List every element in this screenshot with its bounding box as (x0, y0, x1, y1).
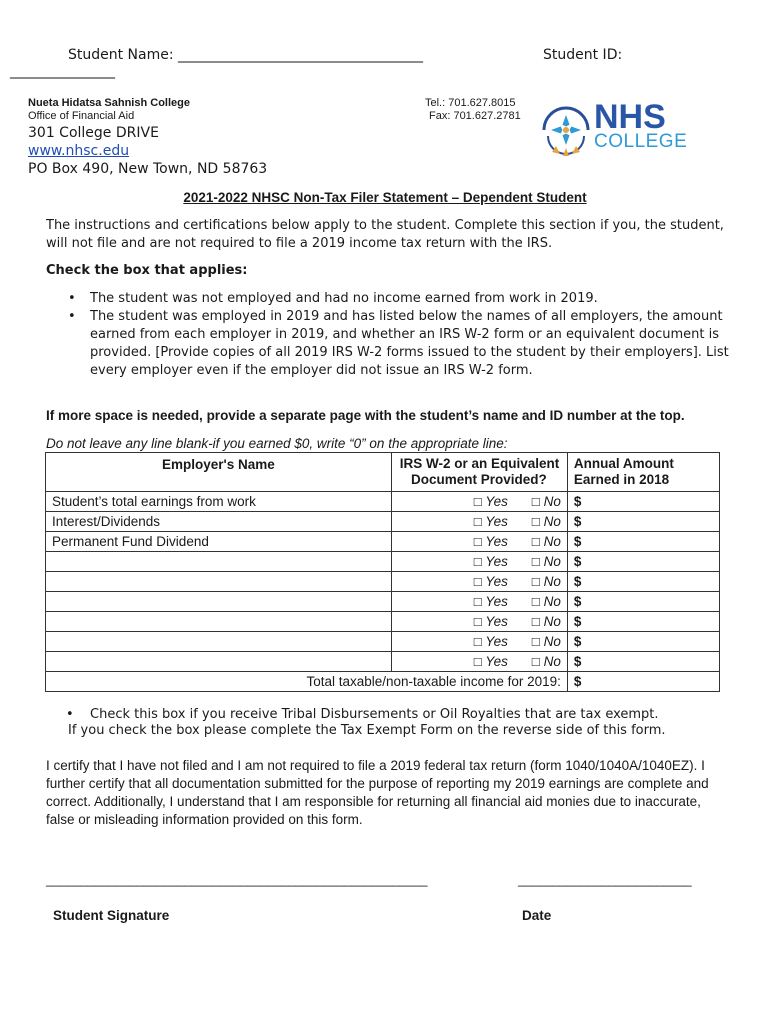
date-label: Date (522, 908, 552, 923)
w2-choice-cell (391, 632, 567, 652)
amount-cell[interactable]: $ (567, 512, 719, 532)
tribal-instruction: If you check the box please complete the Tax Exempt Form on the reverse side of this form. (68, 723, 666, 738)
amount-cell[interactable]: $ (567, 492, 719, 512)
tel-number: Tel.: 701.627.8015 (425, 97, 516, 109)
amount-cell[interactable]: $ (567, 652, 719, 672)
student-id-label: Student ID: (543, 47, 623, 63)
table-row (46, 512, 720, 532)
option-employed[interactable] (68, 308, 730, 380)
employer-name-cell[interactable] (46, 572, 392, 592)
employer-name-cell[interactable] (46, 592, 392, 612)
no-checkbox[interactable]: □ No (531, 634, 561, 649)
no-checkbox[interactable]: □ No (531, 614, 561, 629)
no-checkbox[interactable]: □ No (531, 514, 561, 529)
w2-choice-cell (391, 532, 567, 552)
employer-table (45, 452, 720, 692)
college-name: Nueta Hidatsa Sahnish College (28, 97, 190, 109)
no-checkbox[interactable]: □ No (531, 654, 561, 669)
employer-name-cell[interactable]: Interest/Dividends (46, 512, 392, 532)
form-title: 2021-2022 NHSC Non-Tax Filer Statement – Dependent Student (183, 190, 587, 205)
option-not-employed[interactable] (68, 290, 730, 308)
table-row (46, 552, 720, 572)
intro-text: The instructions and certifications below apply to the student. Complete this section if you, the student, will not file and are not required to file a 2019 income tax return with the IRS. (46, 218, 724, 251)
total-amount-cell[interactable]: $ (567, 672, 719, 692)
employer-name-cell[interactable] (46, 652, 392, 672)
table-row (46, 532, 720, 552)
total-label: Total taxable/non-taxable income for 2019: (46, 672, 568, 692)
table-row (46, 572, 720, 592)
w2-choice-cell (391, 612, 567, 632)
address-line: 301 College DRIVE (28, 125, 159, 141)
w2-choice-cell (391, 552, 567, 572)
yes-checkbox[interactable]: □ Yes (473, 554, 508, 569)
total-row (46, 672, 720, 692)
yes-checkbox[interactable]: □ Yes (473, 654, 508, 669)
amount-cell[interactable]: $ (567, 532, 719, 552)
employer-name-header: Employer's Name (46, 453, 392, 492)
space-note: If more space is needed, provide a separate page with the student’s name and ID number at the top. (46, 408, 685, 423)
bullet-icon: • (66, 707, 74, 722)
no-checkbox[interactable]: □ No (531, 574, 561, 589)
w2-choice-cell (391, 492, 567, 512)
yes-checkbox[interactable]: □ Yes (473, 634, 508, 649)
fax-number: Fax: 701.627.2781 (429, 110, 521, 122)
date-line[interactable]: _________________________ (518, 872, 692, 887)
w2-choice-cell (391, 572, 567, 592)
employer-name-cell[interactable]: Student’s total earnings from work (46, 492, 392, 512)
amount-cell[interactable]: $ (567, 552, 719, 572)
website-link[interactable]: www.nhsc.edu (28, 143, 130, 159)
po-box: PO Box 490, New Town, ND 58763 (28, 161, 268, 177)
office-name: Office of Financial Aid (28, 110, 135, 122)
signature-label: Student Signature (53, 908, 170, 923)
student-id-line[interactable]: _______________ (10, 63, 115, 79)
w2-choice-cell (391, 652, 567, 672)
yes-checkbox[interactable]: □ Yes (473, 494, 508, 509)
w2-choice-cell (391, 512, 567, 532)
yes-checkbox[interactable]: □ Yes (473, 534, 508, 549)
table-row (46, 612, 720, 632)
table-row (46, 492, 720, 512)
amount-cell[interactable]: $ (567, 572, 719, 592)
logo-nhs-text: NHS (594, 98, 666, 136)
table-row (46, 632, 720, 652)
amount-cell[interactable]: $ (567, 592, 719, 612)
yes-checkbox[interactable]: □ Yes (473, 514, 508, 529)
check-heading: Check the box that applies: (46, 263, 248, 278)
w2-choice-cell (391, 592, 567, 612)
signature-line[interactable]: _______________________________________________________ (46, 872, 428, 887)
certification-text: I certify that I have not filed and I am not required to file a 2019 federal tax return (form 1040/1040A/1040EZ). I further certify that all documentation submitted for the purpose of reporting my 2019 earnings are complete and correct. Additionally, I understand that I am responsible for returning all financial aid monies due to inaccurate, false or misleading information provided on this form. (46, 758, 709, 827)
bullet-icon: • (68, 309, 76, 324)
employer-name-cell[interactable] (46, 612, 392, 632)
yes-checkbox[interactable]: □ Yes (473, 594, 508, 609)
option-text: The student was employed in 2019 and has listed below the names of all employers, the amount earned from each employer in 2019, and whether an IRS W-2 form or an equivalent document is provided. [Provide copies of all 2019 IRS W-2 forms issued to the student by their employers]. List every employer even if the employer did not issue an IRS W-2 form. (90, 309, 729, 378)
tribal-checkbox-option[interactable] (66, 706, 730, 724)
employer-name-cell[interactable] (46, 632, 392, 652)
amount-cell[interactable]: $ (567, 612, 719, 632)
table-row (46, 652, 720, 672)
no-checkbox[interactable]: □ No (531, 534, 561, 549)
tribal-text: Check this box if you receive Tribal Disbursements or Oil Royalties that are tax exempt. (90, 707, 659, 722)
bullet-icon: • (68, 291, 76, 306)
amount-cell[interactable]: $ (567, 632, 719, 652)
blank-note: Do not leave any line blank-if you earned $0, write “0” on the appropriate line: (46, 436, 508, 451)
amount-header: Annual Amount Earned in 2018 (567, 453, 719, 492)
no-checkbox[interactable]: □ No (531, 594, 561, 609)
w2-header: IRS W-2 or an Equivalent Document Provided? (391, 453, 567, 492)
logo-college-text: COLLEGE (594, 131, 688, 152)
yes-checkbox[interactable]: □ Yes (473, 614, 508, 629)
option-text: The student was not employed and had no income earned from work in 2019. (90, 291, 598, 306)
employer-name-cell[interactable]: Permanent Fund Dividend (46, 532, 392, 552)
employer-name-cell[interactable] (46, 552, 392, 572)
table-row (46, 592, 720, 612)
student-name-field[interactable]: Student Name: ___________________________________ (68, 47, 424, 63)
yes-checkbox[interactable]: □ Yes (473, 574, 508, 589)
college-logo-icon (540, 100, 592, 156)
no-checkbox[interactable]: □ No (531, 494, 561, 509)
table-header-row (46, 453, 720, 492)
no-checkbox[interactable]: □ No (531, 554, 561, 569)
